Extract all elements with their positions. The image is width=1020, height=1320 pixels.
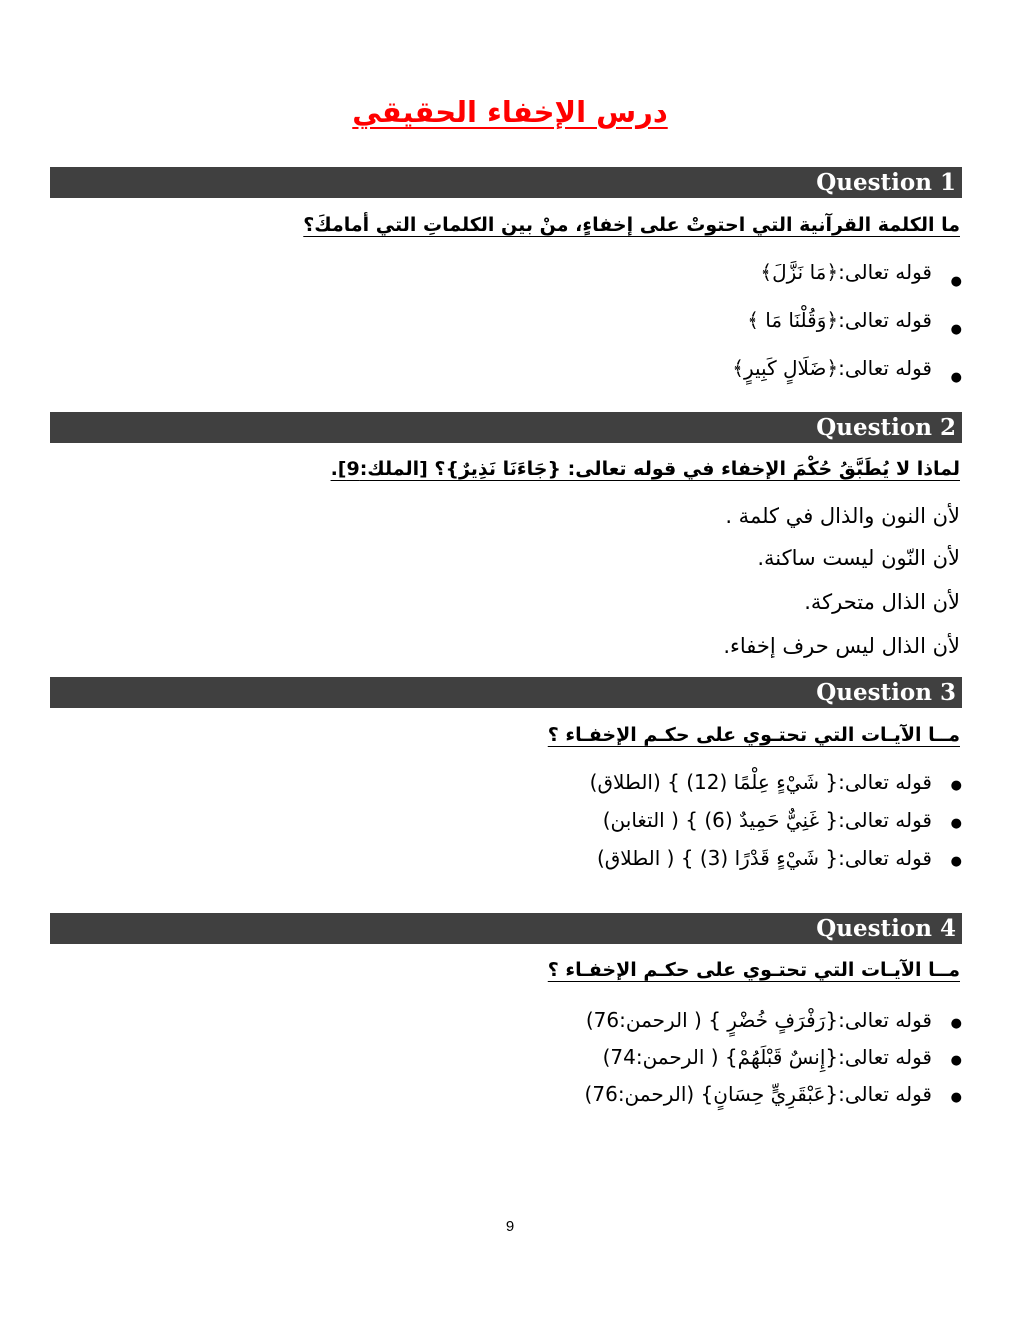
question-4-header: Question 4 (50, 913, 962, 944)
question-1-options (732, 258, 932, 402)
question-4-text: مــا الآيـات التي تحتـوي على حكـم الإخفـاء ؟ (547, 959, 960, 981)
question-1-header: Question 1 (50, 167, 962, 198)
question-1-text: ما الكلمة القرآنية التي احتوتْ على إخفاءٍ، منْ بين الكلماتِ التي أمامكَ؟ (303, 214, 960, 236)
page-number: 9 (505, 1218, 515, 1235)
question-4-option-2: ● قوله تعالى:{إِنسٌ قَبْلَهُمْ} ( الرحمن:74) (585, 1042, 932, 1079)
page-title: درس الإخفاء الحقيقي (352, 95, 668, 129)
question-1-option-1: ● قوله تعالى:﴿مَا نَزَّلَ﴾ (732, 258, 932, 306)
question-1-option-2: ● قوله تعالى:﴿وَقُلْنَا مَا ﴾ (732, 306, 932, 354)
question-3-option-2: ● قوله تعالى:{ غَنِيٌّ حَمِيدٌ (6) } ( التغابن) (590, 805, 932, 843)
question-2-answer-4: لأن الذال ليس حرف إخفاء. (723, 634, 960, 658)
question-2-header: Question 2 (50, 412, 962, 443)
question-4-option-1: ● قوله تعالى:{رَفْرَفٍ خُضْرٍ } ( الرحمن:76) (585, 1005, 932, 1042)
question-2-answer-1: لأن النون والذال في كلمة . (725, 504, 960, 528)
question-2-text: لماذا لا يُطَبَّقُ حُكْمَ الإخفاء في قوله تعالى: {جَاءَنَا نَذِيرٌ}؟ [الملك:9]. (330, 458, 960, 480)
question-4-options (585, 1005, 932, 1116)
question-2-answer-3: لأن الذال متحركة. (804, 590, 960, 614)
question-3-options (590, 767, 932, 881)
question-2-answer-2: لأن النّون ليست ساكنة. (757, 546, 960, 570)
question-3-text: مــا الآيـات التي تحتـوي على حكـم الإخفـاء ؟ (547, 724, 960, 746)
question-1-option-3: ● قوله تعالى:﴿ضَلَالٍ كَبِيرٍ﴾ (732, 354, 932, 402)
question-4-option-3: ● قوله تعالى:{عَبْقَرِيٍّ حِسَانٍ} (الرحمن:76) (585, 1079, 932, 1116)
question-3-header: Question 3 (50, 677, 962, 708)
question-3-option-1: ● قوله تعالى:{ شَيْءٍ عِلْمًا (12) } (الطلاق) (590, 767, 932, 805)
question-3-option-3: ● قوله تعالى:{ شَيْءٍ قَدْرًا (3) } ( الطلاق) (590, 843, 932, 881)
